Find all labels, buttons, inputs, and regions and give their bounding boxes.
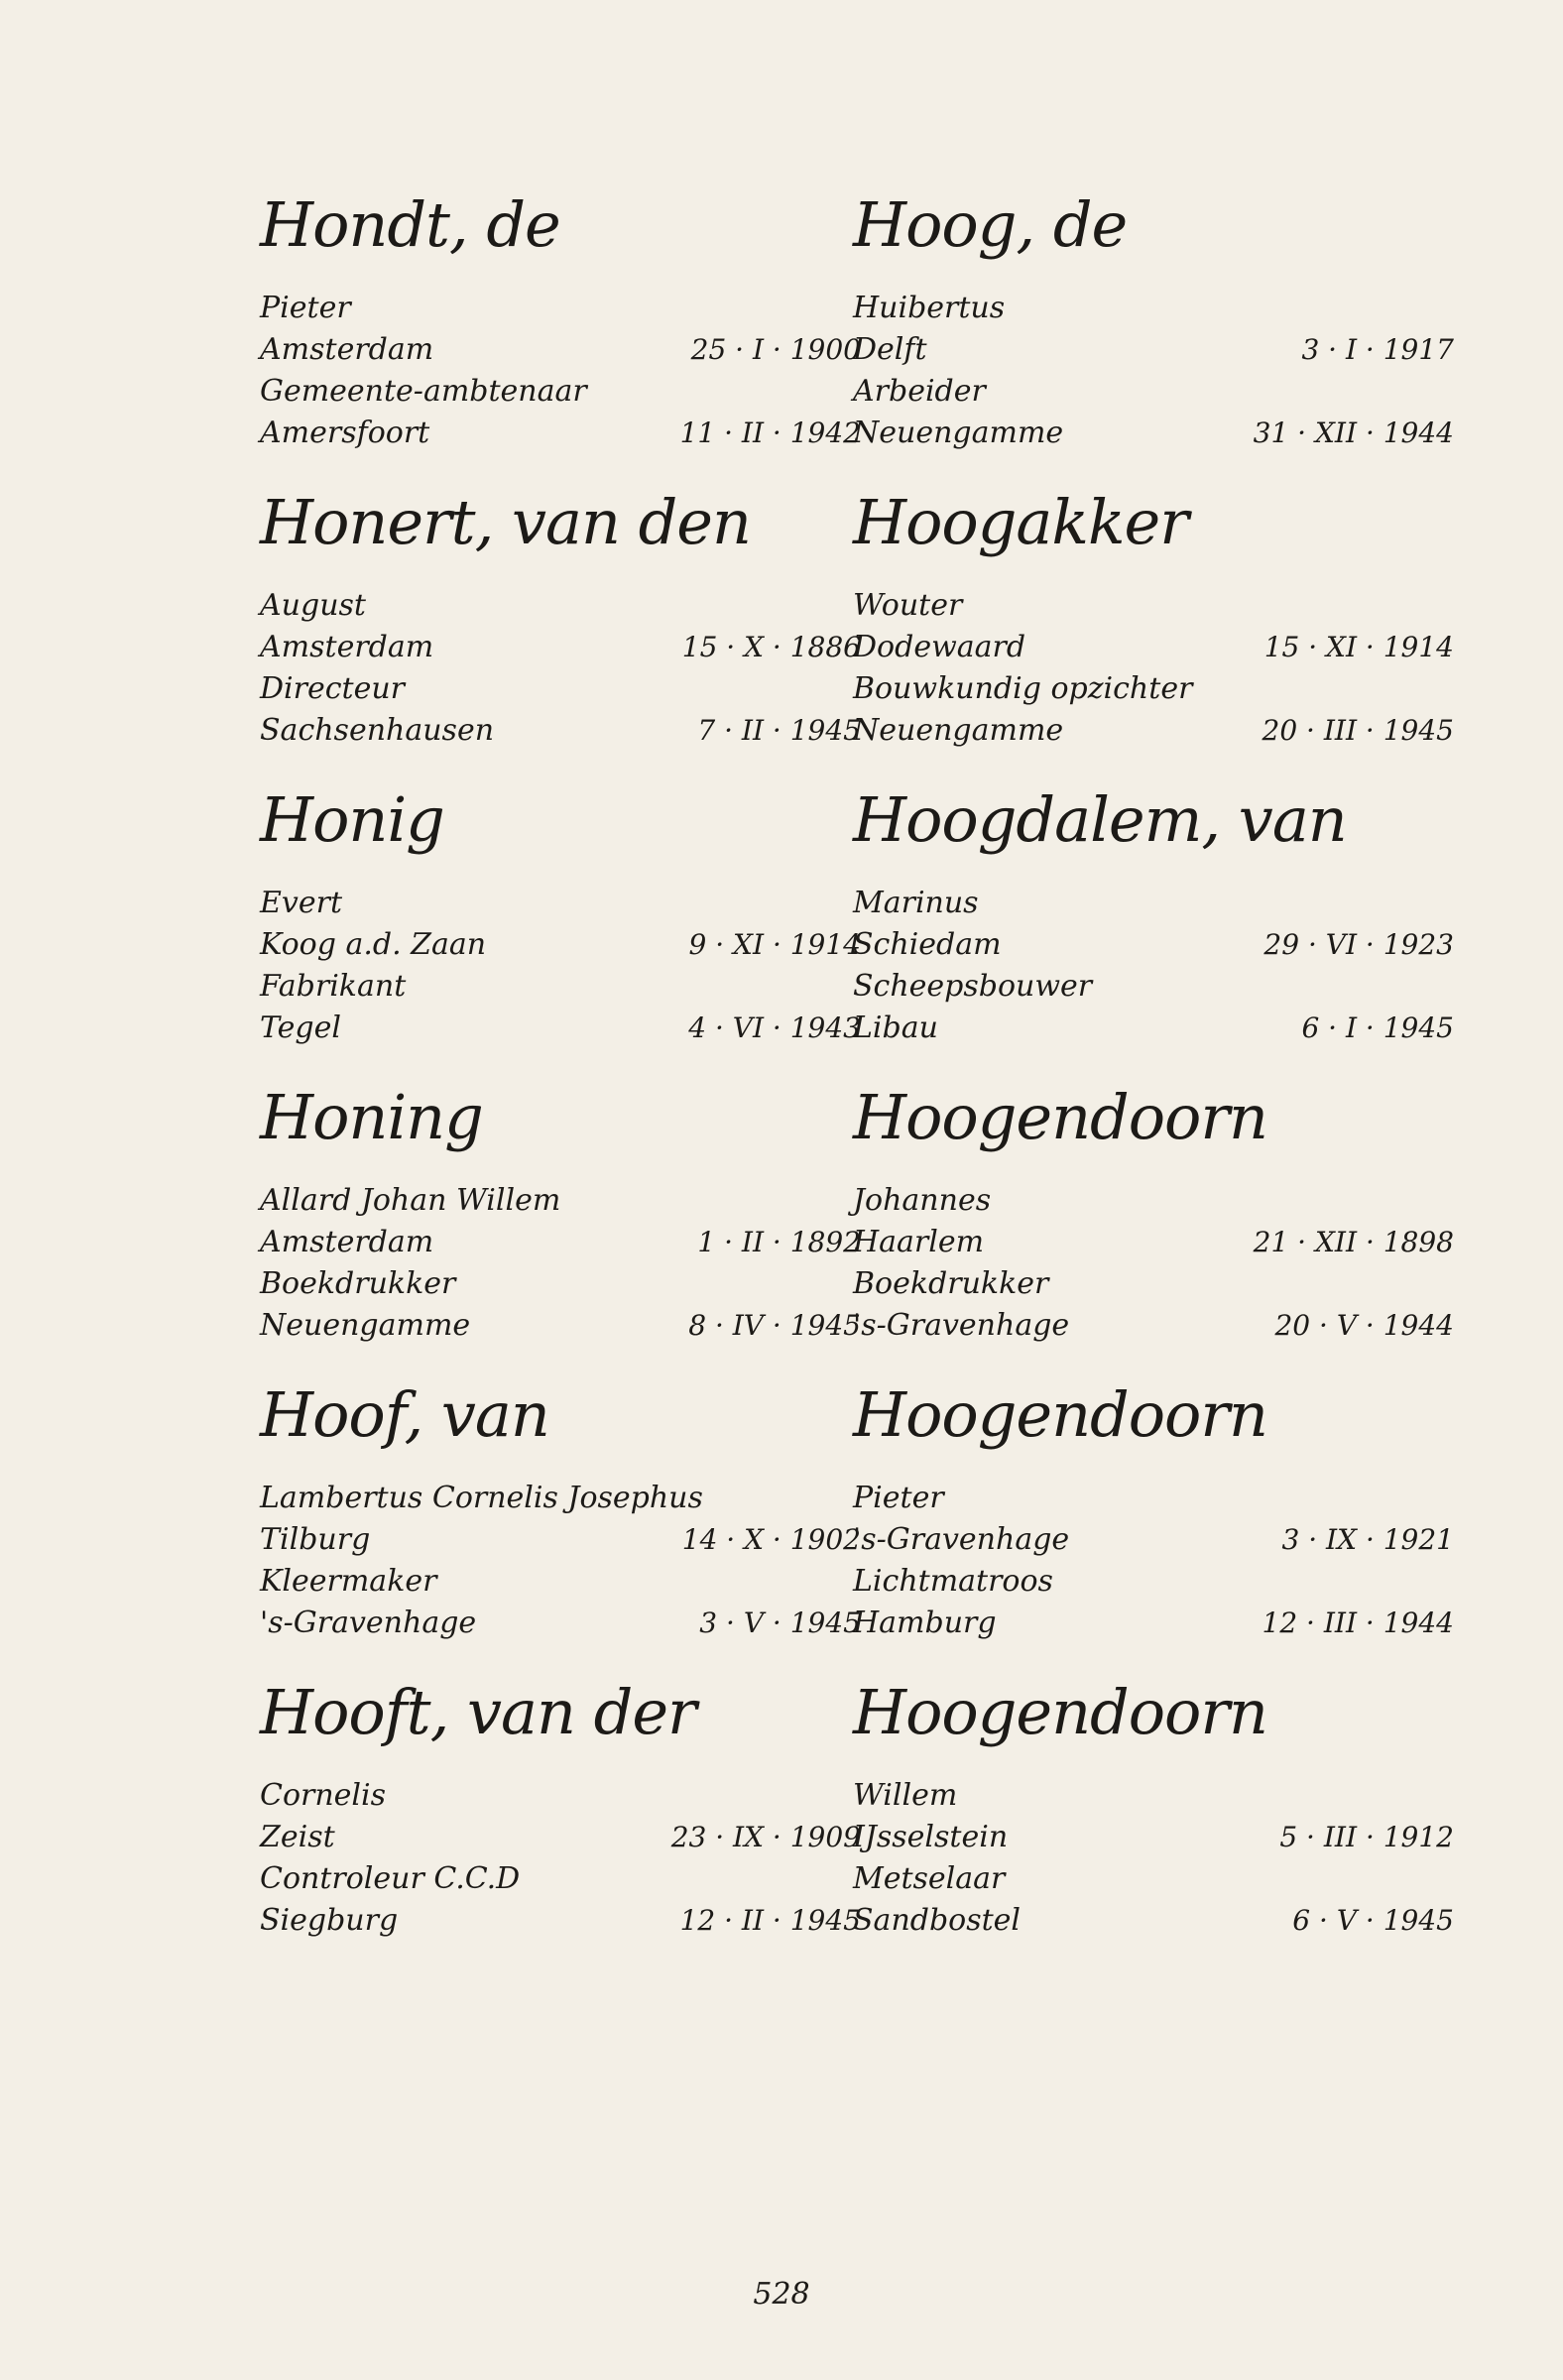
entry-birth-date: 15 · X · 1886 bbox=[681, 631, 861, 663]
entry-death-place: Neuengamme bbox=[853, 416, 1064, 450]
entry-occupation-row bbox=[853, 371, 1458, 413]
entry-occupation-row bbox=[853, 1858, 1458, 1900]
entry-death-date: 3 · V · 1945 bbox=[699, 1606, 861, 1639]
entry-surname: Honig bbox=[260, 783, 444, 856]
entry-occupation: Directeur bbox=[260, 671, 406, 706]
entry-first-names-row bbox=[260, 288, 865, 329]
entry-occupation: Controleur C.C.D bbox=[260, 1861, 521, 1896]
entry-death-date: 4 · VI · 1943 bbox=[688, 1012, 861, 1044]
entry-first-names-row bbox=[853, 883, 1458, 924]
entry-occupation: Kleermaker bbox=[260, 1564, 437, 1599]
entry-birth-date: 5 · III · 1912 bbox=[1279, 1821, 1454, 1853]
entry-death-row bbox=[260, 1603, 865, 1644]
memorial-entry bbox=[260, 1676, 865, 1973]
entry-first-names: Pieter bbox=[853, 1481, 944, 1515]
entry-first-names-row bbox=[853, 1478, 1458, 1519]
entry-first-names: Lambertus Cornelis Josephus bbox=[260, 1481, 703, 1515]
entry-death-row bbox=[853, 710, 1458, 752]
entry-first-names: Huibertus bbox=[853, 291, 1006, 325]
entry-birth-date: 15 · XI · 1914 bbox=[1263, 631, 1454, 663]
entry-birth-row bbox=[260, 924, 865, 966]
entry-death-place: Siegburg bbox=[260, 1903, 399, 1938]
entry-occupation: Boekdrukker bbox=[260, 1266, 456, 1301]
entry-birth-date: 9 · XI · 1914 bbox=[688, 928, 861, 961]
entry-birth-date: 23 · IX · 1909 bbox=[670, 1821, 861, 1853]
entry-surname: Hoogakker bbox=[853, 486, 1188, 558]
entry-first-names-row bbox=[853, 1775, 1458, 1817]
entry-death-date: 8 · IV · 1945 bbox=[688, 1309, 861, 1342]
memorial-entry bbox=[260, 188, 865, 486]
entry-first-names-row bbox=[853, 288, 1458, 329]
entry-birth-place: IJsselstein bbox=[853, 1820, 1009, 1854]
entry-surname: Hoof, van bbox=[260, 1378, 549, 1451]
entry-surname: Hoog, de bbox=[853, 188, 1128, 261]
entry-death-place: Hamburg bbox=[853, 1606, 997, 1640]
entry-death-date: 20 · V · 1944 bbox=[1274, 1309, 1454, 1342]
entry-death-place: Sandbostel bbox=[853, 1903, 1022, 1938]
entry-surname: Honing bbox=[260, 1081, 483, 1153]
entry-occupation: Metselaar bbox=[853, 1861, 1006, 1896]
entry-first-names: Marinus bbox=[853, 886, 979, 920]
entry-surname: Hoogdalem, van bbox=[853, 783, 1347, 856]
entry-occupation: Gemeente-ambtenaar bbox=[260, 374, 587, 409]
entry-birth-row bbox=[853, 1519, 1458, 1561]
entry-surname: Honert, van den bbox=[260, 486, 751, 558]
entry-birth-date: 29 · VI · 1923 bbox=[1263, 928, 1454, 961]
entry-death-row bbox=[260, 1008, 865, 1049]
entry-birth-row bbox=[260, 627, 865, 668]
memorial-entry bbox=[853, 1081, 1458, 1378]
entry-first-names: August bbox=[260, 588, 366, 623]
entry-occupation: Lichtmatroos bbox=[853, 1564, 1053, 1599]
entry-death-date: 11 · II · 1942 bbox=[679, 416, 861, 449]
entry-death-date: 12 · III · 1944 bbox=[1262, 1606, 1454, 1639]
entry-birth-place: Schiedam bbox=[853, 927, 1002, 962]
entry-birth-row bbox=[853, 924, 1458, 966]
entry-birth-place: Haarlem bbox=[853, 1225, 985, 1259]
memorial-entry bbox=[853, 1676, 1458, 1973]
entry-occupation: Boekdrukker bbox=[853, 1266, 1049, 1301]
entry-birth-row bbox=[853, 329, 1458, 371]
entry-occupation-row bbox=[260, 371, 865, 413]
entry-death-row bbox=[853, 1305, 1458, 1347]
entry-occupation-row bbox=[853, 668, 1458, 710]
entry-death-row bbox=[853, 1900, 1458, 1942]
right-column bbox=[853, 188, 1458, 1973]
entry-surname: Hondt, de bbox=[260, 188, 560, 261]
entry-birth-date: 1 · II · 1892 bbox=[697, 1226, 861, 1258]
entry-birth-date: 3 · IX · 1921 bbox=[1281, 1523, 1454, 1556]
entry-occupation-row bbox=[853, 1263, 1458, 1305]
entry-surname: Hoogendoorn bbox=[853, 1378, 1267, 1451]
entry-first-names: Allard Johan Willem bbox=[260, 1183, 561, 1218]
entry-occupation-row bbox=[853, 1561, 1458, 1603]
entry-death-date: 6 · I · 1945 bbox=[1301, 1012, 1454, 1044]
entry-birth-place: 's-Gravenhage bbox=[853, 1522, 1070, 1557]
entry-occupation-row bbox=[260, 966, 865, 1008]
entry-occupation: Scheepsbouwer bbox=[853, 969, 1093, 1004]
entry-death-place: Tegel bbox=[260, 1011, 341, 1045]
entry-occupation: Fabrikant bbox=[260, 969, 407, 1004]
memorial-entry bbox=[260, 1378, 865, 1676]
entry-death-date: 12 · II · 1945 bbox=[679, 1904, 861, 1937]
entry-first-names-row bbox=[260, 883, 865, 924]
entry-birth-date: 21 · XII · 1898 bbox=[1253, 1226, 1454, 1258]
entry-death-date: 20 · III · 1945 bbox=[1262, 714, 1454, 747]
entry-birth-place: Amsterdam bbox=[260, 630, 434, 664]
entry-first-names-row bbox=[260, 1478, 865, 1519]
entry-first-names-row bbox=[260, 1775, 865, 1817]
entry-death-row bbox=[260, 710, 865, 752]
entry-death-place: Amersfoort bbox=[260, 416, 430, 450]
memorial-entry bbox=[853, 188, 1458, 486]
entry-death-row bbox=[853, 413, 1458, 454]
entry-birth-date: 25 · I · 1900 bbox=[690, 333, 861, 366]
entry-birth-place: Amsterdam bbox=[260, 332, 434, 367]
left-column bbox=[260, 188, 865, 1973]
entry-occupation-row bbox=[853, 966, 1458, 1008]
page-number: 528 bbox=[753, 2277, 810, 2312]
entry-birth-date: 3 · I · 1917 bbox=[1301, 333, 1454, 366]
entry-birth-place: Dodewaard bbox=[853, 630, 1026, 664]
entry-death-date: 7 · II · 1945 bbox=[697, 714, 861, 747]
entry-birth-date: 14 · X · 1902 bbox=[681, 1523, 861, 1556]
entry-occupation-row bbox=[260, 1858, 865, 1900]
entry-death-row bbox=[260, 413, 865, 454]
entry-death-row bbox=[853, 1008, 1458, 1049]
entry-first-names: Evert bbox=[260, 886, 342, 920]
entry-occupation-row bbox=[260, 1561, 865, 1603]
entry-birth-place: Amsterdam bbox=[260, 1225, 434, 1259]
entry-occupation: Arbeider bbox=[853, 374, 986, 409]
entry-death-date: 6 · V · 1945 bbox=[1292, 1904, 1454, 1937]
entry-occupation-row bbox=[260, 1263, 865, 1305]
entry-first-names-row bbox=[853, 585, 1458, 627]
entry-first-names: Pieter bbox=[260, 291, 351, 325]
entry-first-names-row bbox=[260, 585, 865, 627]
memorial-entry bbox=[260, 1081, 865, 1378]
entry-birth-row bbox=[260, 1519, 865, 1561]
entry-surname: Hoogendoorn bbox=[853, 1081, 1267, 1153]
entry-death-place: Sachsenhausen bbox=[260, 713, 495, 748]
entry-first-names: Willem bbox=[853, 1778, 958, 1813]
entry-death-place: 's-Gravenhage bbox=[853, 1308, 1070, 1343]
entry-birth-row bbox=[853, 1817, 1458, 1858]
entry-birth-row bbox=[853, 1222, 1458, 1263]
entry-death-row bbox=[853, 1603, 1458, 1644]
entry-death-date: 31 · XII · 1944 bbox=[1253, 416, 1454, 449]
entry-birth-row bbox=[260, 1222, 865, 1263]
memorial-entry bbox=[853, 1378, 1458, 1676]
entry-birth-place: Tilburg bbox=[260, 1522, 371, 1557]
entry-surname: Hoogendoorn bbox=[853, 1676, 1267, 1748]
entry-first-names: Johannes bbox=[853, 1183, 992, 1218]
entry-first-names-row bbox=[260, 1180, 865, 1222]
entry-surname: Hooft, van der bbox=[260, 1676, 696, 1748]
entry-death-place: Neuengamme bbox=[260, 1308, 471, 1343]
entry-death-place: Neuengamme bbox=[853, 713, 1064, 748]
memorial-entry bbox=[853, 486, 1458, 783]
memorial-entry bbox=[853, 783, 1458, 1081]
entry-birth-row bbox=[853, 627, 1458, 668]
entry-death-place: Libau bbox=[853, 1011, 938, 1045]
entry-first-names: Cornelis bbox=[260, 1778, 387, 1813]
entry-birth-place: Delft bbox=[853, 332, 927, 367]
entry-death-row bbox=[260, 1305, 865, 1347]
entry-birth-place: Koog a.d. Zaan bbox=[260, 927, 487, 962]
entry-death-row bbox=[260, 1900, 865, 1942]
entry-first-names-row bbox=[853, 1180, 1458, 1222]
entry-first-names: Wouter bbox=[853, 588, 963, 623]
entry-occupation-row bbox=[260, 668, 865, 710]
entry-death-place: 's-Gravenhage bbox=[260, 1606, 477, 1640]
entry-birth-place: Zeist bbox=[260, 1820, 335, 1854]
entry-birth-row bbox=[260, 1817, 865, 1858]
entry-birth-row bbox=[260, 329, 865, 371]
memorial-entry bbox=[260, 486, 865, 783]
memorial-entry bbox=[260, 783, 865, 1081]
entry-occupation: Bouwkundig opzichter bbox=[853, 671, 1193, 706]
